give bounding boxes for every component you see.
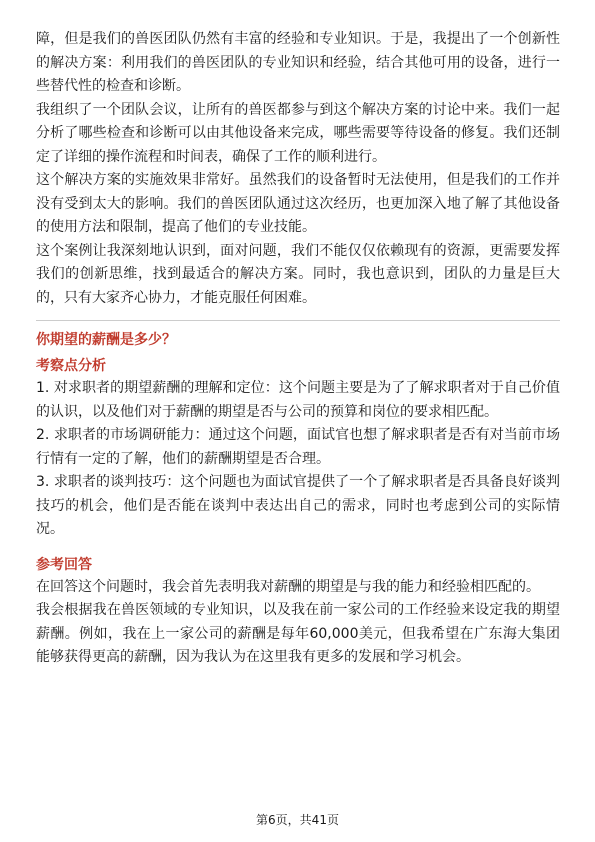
analysis-point: 3. 求职者的谈判技巧：这个问题也为面试官提供了一个了解求职者是否具备良好谈判技巧的机会，他们是否能在谈判中表达出自己的需求，同时也考虑到公司的实际情况。 bbox=[36, 474, 560, 537]
question-title: 你期望的薪酬是多少？ bbox=[36, 332, 176, 348]
page-content bbox=[36, 28, 560, 670]
analysis-point: 2. 求职者的市场调研能力：通过这个问题，面试官也想了解求职者是否有对当前市场行情有一定的了解，他们的薪酬期望是否合理。 bbox=[36, 427, 560, 467]
answer-paragraph: 在回答这个问题时，我会首先表明我对薪酬的期望是与我的能力和经验相匹配的。 bbox=[36, 578, 540, 595]
analysis-heading: 考察点分析 bbox=[36, 358, 106, 374]
body-paragraph: 我组织了一个团队会议，让所有的兽医都参与到这个解决方案的讨论中来。我们一起分析了哪些检查和诊断可以由其他设备来完成，哪些需要等待设备的修复。我们还制定了详细的操作流程和时间表，确保了工作的顺利进行。 bbox=[36, 101, 560, 165]
body-paragraph: 这个案例让我深刻地认识到，面对问题，我们不能仅仅依赖现有的资源，更需要发挥我们的创新思维，找到最适合的解决方案。同时，我也意识到，团队的力量是巨大的，只有大家齐心协力，才能克服任何困难。 bbox=[36, 242, 560, 306]
answer-heading: 参考回答 bbox=[36, 556, 92, 573]
body-paragraph: 障，但是我们的兽医团队仍然有丰富的经验和专业知识。于是，我提出了一个创新性的解决方案：利用我们的兽医团队的专业知识和经验，结合其他可用的设备，进行一些替代性的检查和诊断。 bbox=[36, 31, 560, 94]
analysis-point: 1. 对求职者的期望薪酬的理解和定位：这个问题主要是为了了解求职者对于自己价值的认识，以及他们对于薪酬的期望是否与公司的预算和岗位的要求相匹配。 bbox=[36, 380, 560, 420]
page-number-footer: 第6页，共41页 bbox=[256, 813, 339, 827]
answer-paragraph: 我会根据我在兽医领域的专业知识，以及我在前一家公司的工作经验来设定我的期望薪酬。例如，我在上一家公司的薪酬是每年60,000美元，但我希望在广东海大集团能够获得更高的薪酬，因为我认为在这里我有更多的发展和学习机会。 bbox=[36, 602, 560, 665]
body-paragraph: 这个解决方案的实施效果非常好。虽然我们的设备暂时无法使用，但是我们的工作并没有受到太大的影响。我们的兽医团队通过这次经历，也更加深入地了解了其他设备的使用方法和限制，提高了他们的专业技能。 bbox=[36, 172, 560, 235]
section-divider bbox=[36, 320, 560, 321]
